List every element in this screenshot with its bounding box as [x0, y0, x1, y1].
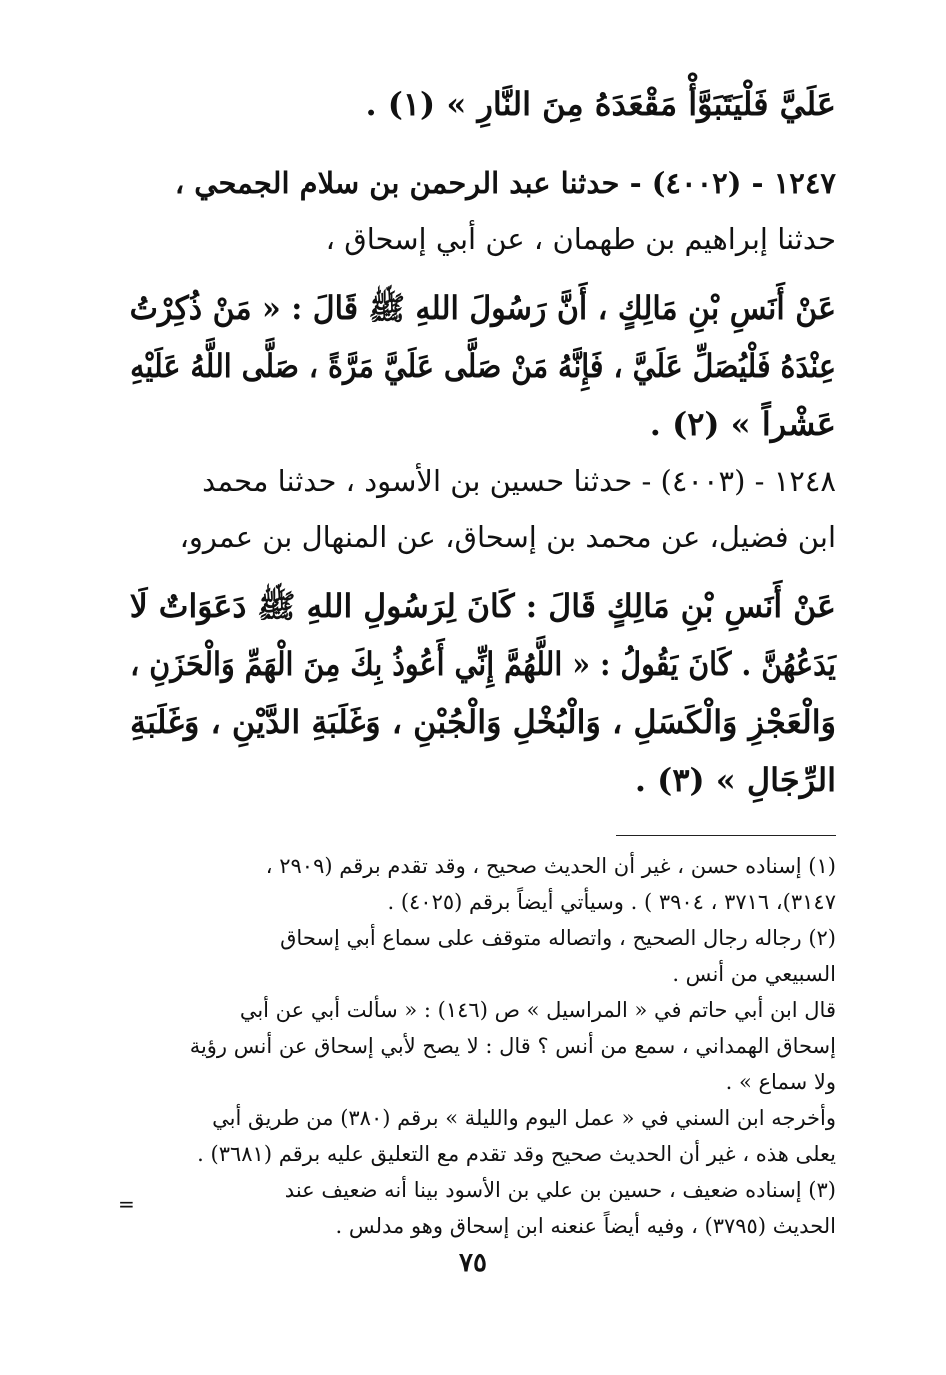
footnote-2c-line-2: يعلى هذه ، غير أن الحديث صحيح وقد تقدم مع التعليق عليه برقم (٣٦٨١) .	[197, 1142, 836, 1166]
hadith-1247-text-line-1: عَنْ أَنَسِ بْنِ مَالِكٍ ، أَنَّ رَسُولَ اللهِ ﷺ قَالَ : « مَنْ ذُكِرْتُ	[129, 289, 837, 327]
hadith-1247-text	[130, 279, 836, 453]
hadith-1248-text-line-3: وَالْعَجْزِ وَالْكَسَلِ ، وَالْبُخْلِ وَالْجُبْنِ ، وَغَلَبَةِ الدَّيْنِ ، وَغَلَبَةِ	[130, 703, 836, 741]
footnote-1	[130, 848, 836, 920]
footnote-2b-line-2: إسحاق الهمداني ، سمع من أنس ؟ قال : لا يصح لأبي إسحاق عن أنس رؤية	[189, 1034, 836, 1058]
footnote-3-line-2: الحديث (٣٧٩٥) ، وفيه أيضاً عنعنه ابن إسحاق وهو مدلس .	[335, 1214, 836, 1238]
footnote-1-line-1: (١) إسناده حسن ، غير أن الحديث صحيح ، وقد تقدم برقم (٢٩٠٩ ،	[265, 854, 836, 878]
footnote-2-line-1: (٢) رجاله رجال الصحيح ، واتصاله متوقف على سماع أبي إسحاق	[280, 926, 836, 950]
hadith-1247-chain-line-2: حدثنا إبراهيم بن طهمان ، عن أبي إسحاق ،	[325, 222, 836, 256]
hadith-1248-chain-line-1: ١٢٤٨ - (٤٠٠٣) - حدثنا حسين بن الأسود ، حدثنا محمد	[202, 464, 836, 498]
hadith-1247-chain	[130, 155, 836, 267]
page-number: ٧٥	[459, 1248, 487, 1278]
hadith-1247-text-line-2: عِنْدَهُ فَلْيُصَلِّ عَلَيَّ ، فَإِنَّهُ مَنْ صَلَّى عَلَيَّ مَرَّةً ، صَلَّى اللَّهُ عَلَيْهِ	[130, 347, 836, 385]
hadith-1248-chain-line-2: ابن فضيل، عن محمد بن إسحاق، عن المنهال بن عمرو،	[179, 520, 836, 554]
hadith-1248-text-line-2: يَدَعُهُنَّ . كَانَ يَقُولُ : « اللَّهُمَّ إِنِّي أَعُوذُ بِكَ مِنَ الْهَمِّ وَالْحَزَنِ ،	[130, 645, 836, 683]
hadith-1248	[130, 453, 836, 809]
continuation-mark: =	[118, 1192, 135, 1216]
footnote-2	[130, 920, 836, 992]
footnote-2-line-2: السبيعي من أنس .	[672, 962, 836, 986]
top-line	[130, 75, 836, 133]
footnotes	[130, 848, 836, 1244]
hadith-1247-text-line-3: عَشْراً » (٢) .	[649, 405, 836, 443]
page-body	[130, 75, 836, 1244]
footnote-separator	[616, 835, 836, 836]
footnote-2b-line-3: ولا سماع » .	[725, 1070, 836, 1094]
hadith-1248-text	[130, 577, 836, 809]
footnote-3-line-1: (٣) إسناده ضعيف ، حسين بن علي بن الأسود بينا أنه ضعيف عند	[284, 1178, 836, 1202]
footnote-2c-line-1: وأخرجه ابن السني في « عمل اليوم والليلة » برقم (٣٨٠) من طريق أبي	[212, 1106, 836, 1130]
hadith-1248-chain	[130, 453, 836, 565]
footnote-2-continuation-2	[130, 1100, 836, 1172]
footnote-2-continuation	[130, 992, 836, 1100]
footnote-3	[130, 1172, 836, 1244]
hadith-1247-chain-line-1: ١٢٤٧ - (٤٠٠٢) - حدثنا عبد الرحمن بن سلام الجمحي ،	[174, 166, 836, 200]
hadith-1247	[130, 155, 836, 453]
hadith-1248-text-line-4: الرِّجَالِ » (٣) .	[634, 761, 836, 799]
hadith-1248-text-line-1: عَنْ أَنَسِ بْنِ مَالِكٍ قَالَ : كَانَ لِرَسُولِ اللهِ ﷺ دَعَوَاتٌ لَا	[129, 587, 836, 625]
footnote-2b-line-1: قال ابن أبي حاتم في « المراسيل » ص (١٤٦) : « سألت أبي عن أبي	[239, 998, 836, 1022]
footnote-1-line-2: ٣١٤٧)، ٣٧١٦ ، ٣٩٠٤ ) . وسيأتي أيضاً برقم (٤٠٢٥) .	[387, 890, 836, 914]
top-line-text: عَلَيَّ فَلْيَتَبَوَّأْ مَقْعَدَهُ مِنَ النَّارِ » (١) .	[365, 85, 836, 123]
